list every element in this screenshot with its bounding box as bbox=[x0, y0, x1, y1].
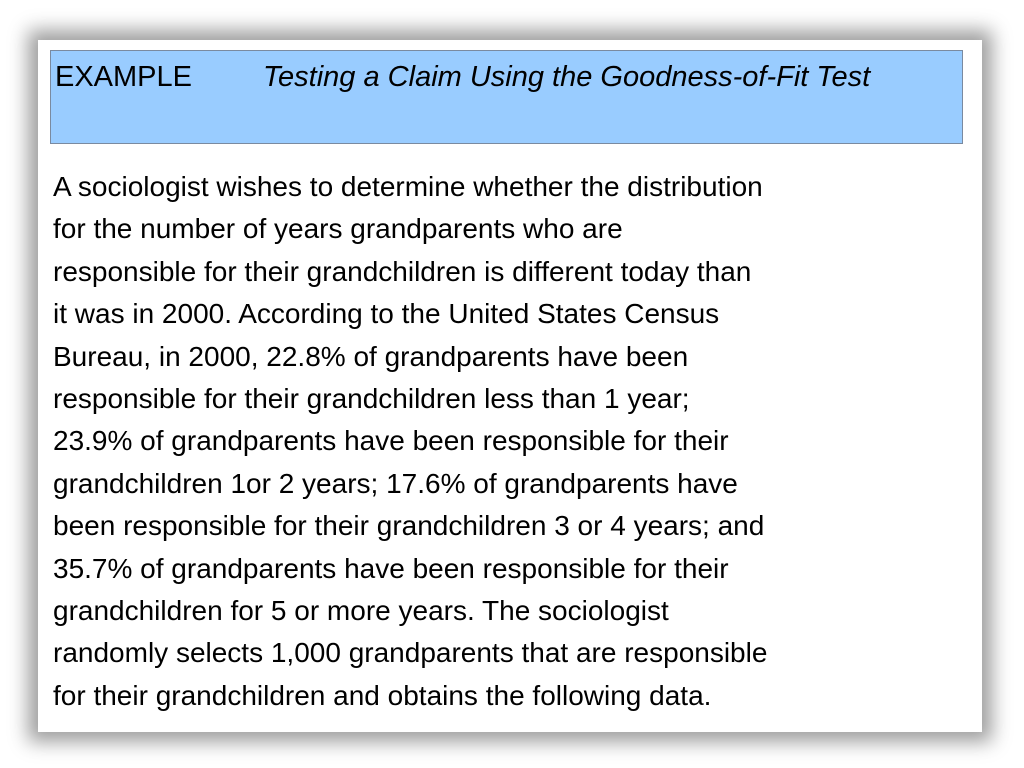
body-line: Bureau, in 2000, 22.8% of grandparents have been bbox=[53, 340, 689, 372]
example-label: EXAMPLE bbox=[55, 61, 192, 93]
body-line: responsible for their grandchildren is different today than bbox=[53, 255, 752, 287]
title-box bbox=[50, 50, 963, 144]
body-line: for the number of years grandparents who are bbox=[53, 213, 623, 245]
body-line: grandchildren 1or 2 years; 17.6% of grandparents have bbox=[53, 467, 738, 499]
body-line: been responsible for their grandchildren 3 or 4 years; and bbox=[53, 510, 765, 542]
body-line: randomly selects 1,000 grandparents that are responsible bbox=[53, 637, 768, 669]
body-line: 23.9% of grandparents have been responsible for their bbox=[53, 425, 729, 457]
body-line: grandchildren for 5 or more years. The sociologist bbox=[53, 595, 669, 627]
body-line: for their grandchildren and obtains the following data. bbox=[53, 679, 712, 711]
body-line: A sociologist wishes to determine whether the distribution bbox=[53, 171, 763, 202]
body-line: responsible for their grandchildren less than 1 year; bbox=[53, 383, 690, 415]
body-line: it was in 2000. According to the United States Census bbox=[53, 298, 720, 330]
body-line: 35.7% of grandparents have been responsible for their bbox=[53, 552, 729, 584]
slide bbox=[38, 40, 982, 732]
problem-statement bbox=[53, 166, 973, 717]
slide-title: Testing a Claim Using the Goodness-of-Fit Test bbox=[263, 61, 871, 93]
